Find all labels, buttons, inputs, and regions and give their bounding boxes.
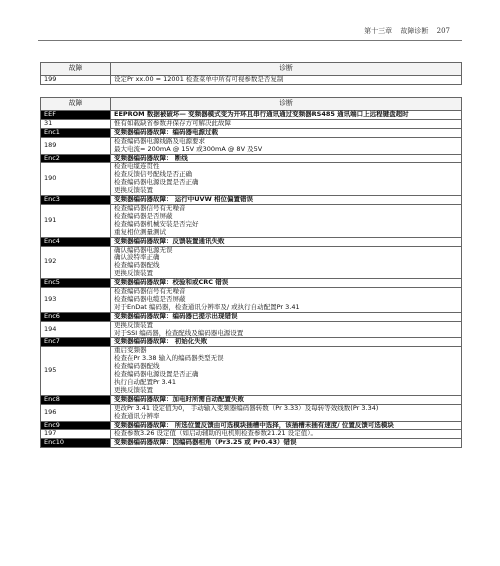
fault-code-cell: Enc8 (41, 395, 111, 404)
fault-code-row (41, 237, 462, 246)
diagnosis-cell (111, 76, 462, 85)
diagnosis-line: 更换反馈装置 (114, 385, 153, 394)
table-header-row (41, 63, 462, 76)
fault-code-row (41, 128, 462, 137)
fault-code-row (41, 395, 462, 404)
fault-number-cell: 197 (41, 430, 111, 439)
diagnosis-line: 最大电流= 200mA @ 15V 或300mA @ 8V 及5V (114, 144, 263, 153)
diagnosis-line: 重启变频器 (114, 346, 147, 355)
fault-number-row (41, 347, 462, 395)
diagnosis-line: 变频器编码器故障：加电时所需自动配置失败 (114, 394, 244, 403)
fault-table (40, 97, 462, 448)
fault-code-cell: Enc3 (41, 196, 111, 205)
fault-description-cell (111, 154, 462, 163)
diagnosis-line: EEPROM 数据被破坏— 变频器模式变为开环且串行通讯通过变频器RS485 通讯端口上远程键盘超时 (114, 110, 409, 118)
diagnosis-cell (111, 347, 462, 395)
diagnosis-line: 检查在Pr 3.38 输入的编码器类型无误 (114, 354, 224, 363)
diagnosis-line: 检查电缆连贯性 (114, 162, 160, 171)
diagnosis-cell (111, 404, 462, 421)
fault-code-cell: Enc7 (41, 338, 111, 347)
fault-code-row (41, 312, 462, 321)
fault-number-row (41, 246, 462, 279)
diagnosis-line: 变频器编码器故障： 运行中UVW 相位偏置错误 (114, 195, 254, 204)
table-row (41, 76, 462, 85)
diagnosis-line: 检查编码器电源线路及电源要求 (114, 136, 205, 145)
column-header-fault: 故障 (41, 98, 111, 111)
diagnosis-line: 设定Pr xx.00 = 12001 检查菜单中所有可视参数是否复制 (114, 75, 284, 83)
diagnosis-line: 检查反馈信号配线是否正确 (114, 170, 192, 179)
chapter-label: 第十三章 (364, 27, 393, 35)
diagnosis-line: 检查编码器配线 (114, 362, 160, 371)
fault-description-cell (111, 395, 462, 404)
diagnosis-line: 确认编码器电源无误 (114, 245, 173, 254)
fault-code-cell: Enc4 (41, 237, 111, 246)
fault-code-cell: Enc2 (41, 154, 111, 163)
diagnosis-line: 检查编码器电缆是否屏蔽 (114, 294, 186, 303)
fault-code-cell: Enc1 (41, 128, 111, 137)
diagnosis-line: 变频器编码器故障：编码器电源过载 (114, 127, 218, 136)
fault-code-cell: Enc9 (41, 421, 111, 430)
fault-table-continued (40, 62, 462, 85)
fault-description-cell (111, 338, 462, 347)
diagnosis-line: 确认波特率正确 (114, 253, 160, 262)
fault-number-cell: 195 (41, 347, 111, 395)
diagnosis-cell (111, 137, 462, 154)
fault-code-cell: EEF (41, 111, 111, 120)
diagnosis-line: 检查编码器机械安装是否完好 (114, 219, 199, 228)
diagnosis-line: 变频器编码器故障：反馈装置通讯失败 (114, 236, 225, 245)
diagnosis-line: 更换反馈装置 (114, 320, 153, 329)
diagnosis-cell (111, 288, 462, 313)
diagnosis-line: 检查通讯分辨率 (114, 411, 160, 420)
chapter-title: 故障诊断 (400, 27, 429, 35)
diagnosis-line: 检查编码器信号有无噪音 (114, 203, 186, 212)
fault-number-cell: 191 (41, 204, 111, 237)
diagnosis-line: 变频器编码器故障：因编码器相角（Pr3.25 或 Pr0.43）错误 (114, 438, 297, 447)
column-header-diagnosis: 诊断 (111, 63, 462, 76)
fault-number-row (41, 321, 462, 338)
page-number: 207 (436, 27, 450, 35)
fault-code-cell: Enc5 (41, 279, 111, 288)
fault-code-cell: Enc6 (41, 312, 111, 321)
running-header (358, 26, 450, 36)
fault-number-row (41, 404, 462, 421)
fault-number-row (41, 137, 462, 154)
diagnosis-line: 变频器编码器故障：校验和或CRC 错误 (114, 278, 229, 287)
diagnosis-line: 检查参数3.26 设定值（如启动辅助的电机则检查参数21.21 设定值）。 (114, 429, 317, 438)
diagnosis-line: 执行自动配置Pr 3.41 (114, 378, 177, 386)
table-header-row (41, 98, 462, 111)
diagnosis-cell (111, 321, 462, 338)
fault-number-cell: 190 (41, 163, 111, 196)
fault-number-cell: 199 (41, 76, 111, 85)
fault-number-cell: 31 (41, 119, 111, 128)
fault-description-cell (111, 128, 462, 137)
diagnosis-line: 检查编码器信号有无噪音 (114, 287, 186, 296)
fault-description-cell (111, 312, 462, 321)
column-header-diagnosis: 诊断 (111, 98, 462, 111)
diagnosis-line: 变频器编码器故障： 断线 (114, 153, 188, 162)
diagnosis-line: 检查编码器是否屏蔽 (114, 211, 173, 220)
diagnosis-line: 变频器编码器故障： 所选位置反馈由可选模块插槽中选择，该插槽未插有速度/ 位置反馈可选模块 (114, 420, 394, 429)
diagnosis-cell (111, 163, 462, 196)
fault-number-row (41, 163, 462, 196)
fault-code-row (41, 196, 462, 205)
fault-description-cell (111, 237, 462, 246)
column-header-fault: 故障 (41, 63, 111, 76)
diagnosis-cell (111, 204, 462, 237)
fault-description-cell (111, 439, 462, 448)
fault-number-cell: 194 (41, 321, 111, 338)
diagnosis-line: 检查编码器电源设置是否正确 (114, 370, 199, 379)
fault-code-row (41, 154, 462, 163)
diagnosis-line: 更换反馈装置 (114, 269, 153, 278)
fault-number-cell: 196 (41, 404, 111, 421)
diagnosis-line: 对于SSI 编码器，检查配线及编码器电源设置 (114, 328, 244, 337)
fault-code-cell: Enc10 (41, 439, 111, 448)
fault-number-cell: 189 (41, 137, 111, 154)
diagnosis-line: 对于EnDat 编码器，检查通讯分辨率及/ 或执行自动配置Pr 3.41 (114, 302, 300, 311)
diagnosis-line: 变频器编码器故障： 初始化失败 (114, 337, 208, 346)
fault-code-row (41, 279, 462, 288)
diagnosis-line: 更改Pr 3.41 设定值为0， 手动输入变频器编码器转数（Pr 3.33）及每转等效线数(Pr 3.34) (114, 403, 379, 412)
diagnosis-cell (111, 246, 462, 279)
diagnosis-line: 检查编码器配线 (114, 261, 160, 270)
diagnosis-line: 更换反馈装置 (114, 186, 153, 195)
fault-code-row (41, 439, 462, 448)
fault-number-cell: 192 (41, 246, 111, 279)
diagnosis-cell (111, 119, 462, 128)
fault-code-row (41, 111, 462, 120)
diagnosis-line: 重复相位测量测试 (114, 227, 166, 236)
fault-number-row (41, 288, 462, 313)
fault-table-body (41, 111, 462, 448)
diagnosis-line: 检查编码器电源设置是否正确 (114, 178, 199, 187)
header-rule (38, 40, 462, 41)
fault-number-row (41, 119, 462, 128)
fault-number-cell: 193 (41, 288, 111, 313)
diagnosis-line: 变频器编码器故障：编码器已提示出现错误 (114, 311, 238, 320)
fault-number-row (41, 204, 462, 237)
diagnosis-line: 惟有如载缺省参数并保存方可解决此故障 (114, 118, 231, 127)
fault-code-row (41, 338, 462, 347)
